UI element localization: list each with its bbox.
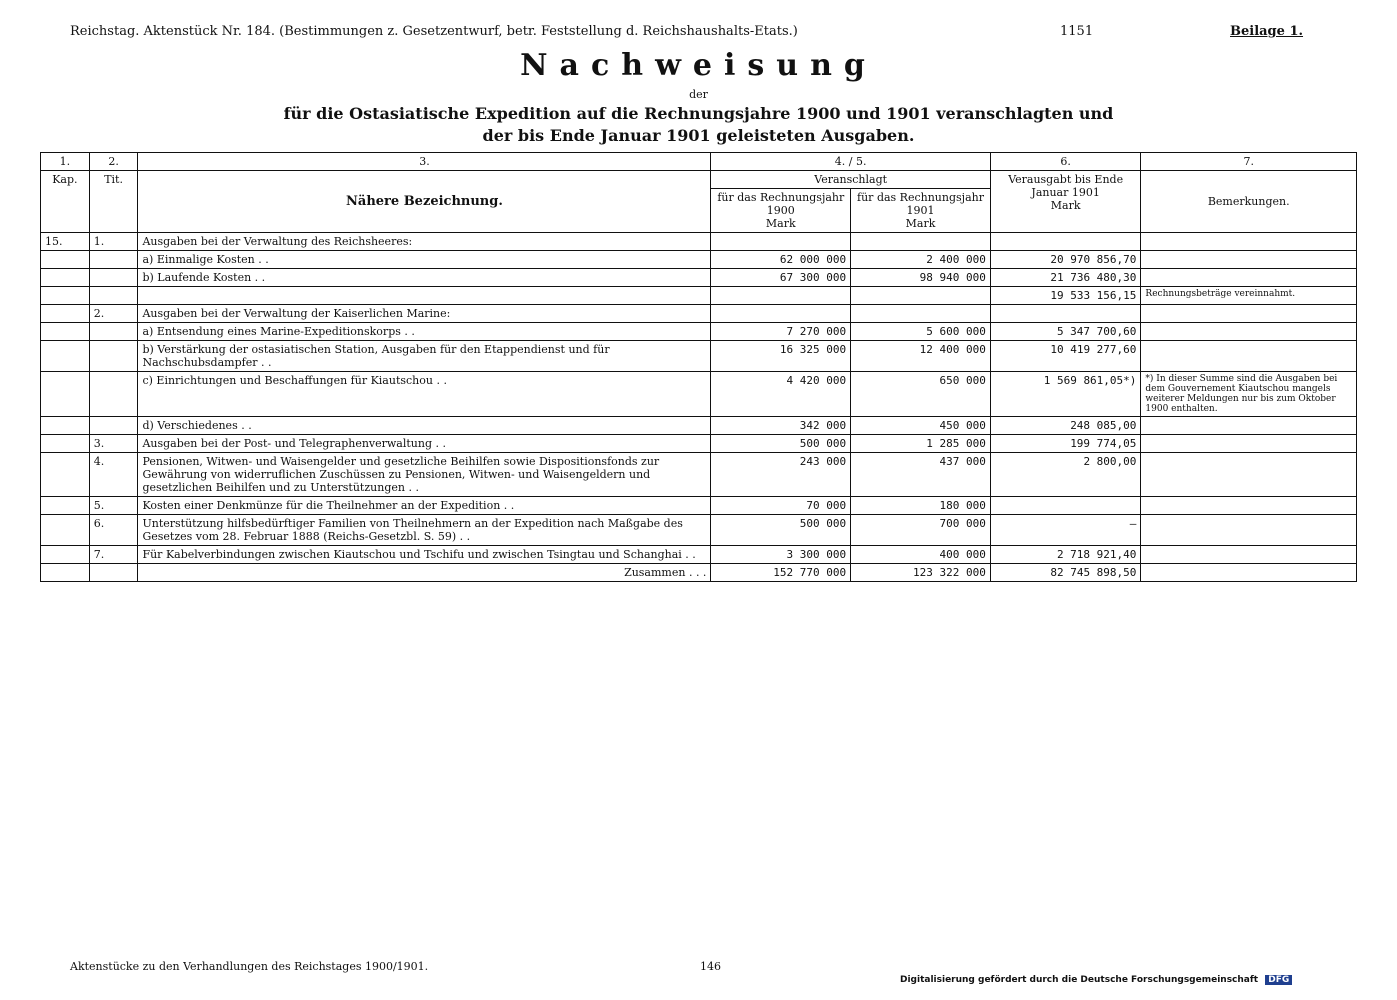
title-der-flat: der <box>689 88 708 101</box>
cell-v1900: 7 270 000 <box>711 323 851 341</box>
cell-v1900: 500 000 <box>711 435 851 453</box>
cell-v1901: 450 000 <box>851 417 991 435</box>
table-row <box>41 233 1357 251</box>
cell-v1900 <box>711 287 851 305</box>
digitization-note <box>900 975 1292 985</box>
table-row <box>41 341 1357 372</box>
table-row <box>41 251 1357 269</box>
table-row <box>41 372 1357 417</box>
header-mark-2: Mark <box>905 217 936 230</box>
cell-bemerkungen <box>1141 251 1357 269</box>
cell-kap <box>41 546 90 564</box>
header-tit: Tit. <box>89 171 138 233</box>
cell-verausgabt: 2 800,00 <box>990 453 1141 497</box>
cell-v1901: 437 000 <box>851 453 991 497</box>
cell-v1901: 400 000 <box>851 546 991 564</box>
cell-bezeichnung: a) Entsendung eines Marine-Expeditionskorps . . <box>138 323 711 341</box>
table-row <box>41 305 1357 323</box>
cell-bezeichnung: c) Einrichtungen und Beschaffungen für Kiautschou . . <box>138 372 711 417</box>
cell-v1901: 98 940 000 <box>851 269 991 287</box>
cell-empty <box>1141 564 1357 582</box>
cell-v1900: 4 420 000 <box>711 372 851 417</box>
page-number-flat: 1151 <box>1060 24 1094 39</box>
table-row <box>41 515 1357 546</box>
cell-verausgabt: 21 736 480,30 <box>990 269 1141 287</box>
cell-v1900: 67 300 000 <box>711 269 851 287</box>
cell-v1901: 180 000 <box>851 497 991 515</box>
cell-bezeichnung: b) Verstärkung der ostasiatischen Station, Ausgaben für den Etappendienst und für Nachschubsdampfer . . <box>138 341 711 372</box>
dfg-logo: DFG <box>1265 975 1292 985</box>
table-row <box>41 323 1357 341</box>
footer-page-flat: 146 <box>700 960 721 973</box>
cell-tit <box>89 269 138 287</box>
digitization-text: Digitalisierung gefördert durch die Deutsche Forschungsgemeinschaft <box>900 975 1259 985</box>
cell-bezeichnung: Für Kabelverbindungen zwischen Kiautschou und Tschifu und zwischen Tsingtau und Schanghai . . <box>138 546 711 564</box>
header-verausgabt-text: Verausgabt bis Ende Januar 1901 <box>1008 173 1124 199</box>
cell-v1900: 16 325 000 <box>711 341 851 372</box>
header-row-1 <box>41 171 1357 189</box>
cell-v1901: 2 400 000 <box>851 251 991 269</box>
cell-tit: 2. <box>89 305 138 323</box>
cell-v1901 <box>851 305 991 323</box>
sum-v1900: 152 770 000 <box>711 564 851 582</box>
cell-bezeichnung: d) Verschiedenes . . <box>138 417 711 435</box>
cell-v1901: 1 285 000 <box>851 435 991 453</box>
cell-verausgabt: 199 774,05 <box>990 435 1141 453</box>
cell-kap <box>41 251 90 269</box>
cell-kap <box>41 269 90 287</box>
cell-bemerkungen <box>1141 417 1357 435</box>
cell-verausgabt <box>990 233 1141 251</box>
cell-tit: 1. <box>89 233 138 251</box>
cell-bemerkungen <box>1141 453 1357 497</box>
cell-bezeichnung: Ausgaben bei der Verwaltung der Kaiserlichen Marine: <box>138 305 711 323</box>
cell-v1901: 700 000 <box>851 515 991 546</box>
cell-verausgabt: 10 419 277,60 <box>990 341 1141 372</box>
header-v1900 <box>711 189 851 233</box>
cell-verausgabt: 19 533 156,15 <box>990 287 1141 305</box>
cell-v1901 <box>851 287 991 305</box>
cell-kap <box>41 417 90 435</box>
cell-bezeichnung: Unterstützung hilfsbedürftiger Familien von Theilnehmern an der Expedition nach Maßgabe des Gesetzes vom 28. Februar 1888 (Reichs-Gesetzbl. S. 59) . . <box>138 515 711 546</box>
cell-v1900: 3 300 000 <box>711 546 851 564</box>
table-row <box>41 435 1357 453</box>
header-v1901-text: für das Rechnungsjahr 1901 <box>857 191 984 217</box>
cell-tit <box>89 417 138 435</box>
cell-v1900 <box>711 305 851 323</box>
cell-tit <box>89 372 138 417</box>
cell-v1900: 500 000 <box>711 515 851 546</box>
sum-v1901: 123 322 000 <box>851 564 991 582</box>
cell-bemerkungen <box>1141 497 1357 515</box>
cell-tit: 4. <box>89 453 138 497</box>
cell-bemerkungen <box>1141 233 1357 251</box>
cell-kap <box>41 372 90 417</box>
cell-v1900: 70 000 <box>711 497 851 515</box>
table-body <box>41 233 1357 582</box>
cell-kap <box>41 287 90 305</box>
table-row <box>41 269 1357 287</box>
cell-empty <box>89 564 138 582</box>
beilage-flat: Beilage 1. <box>1230 24 1304 39</box>
cell-kap <box>41 323 90 341</box>
colnum-4: 4. <box>834 155 846 168</box>
header-mark-3: Mark <box>1050 199 1081 212</box>
cell-verausgabt: 5 347 700,60 <box>990 323 1141 341</box>
cell-bezeichnung: a) Einmalige Kosten . . <box>138 251 711 269</box>
cell-bezeichnung: b) Laufende Kosten . . <box>138 269 711 287</box>
cell-verausgabt: — <box>990 515 1141 546</box>
cell-bemerkungen <box>1141 515 1357 546</box>
table-row <box>41 287 1357 305</box>
colnum-1: 1. <box>41 153 90 171</box>
cell-kap <box>41 515 90 546</box>
cell-v1900: 342 000 <box>711 417 851 435</box>
column-number-row <box>41 153 1357 171</box>
colnum-3: 3. <box>138 153 711 171</box>
cell-kap <box>41 497 90 515</box>
cell-kap <box>41 453 90 497</box>
cell-bemerkungen <box>1141 435 1357 453</box>
cell-empty <box>41 564 90 582</box>
cell-v1901: 650 000 <box>851 372 991 417</box>
cell-bemerkungen <box>1141 323 1357 341</box>
header-mark-1: Mark <box>765 217 796 230</box>
subtitle-line-2: der bis Ende Januar 1901 geleisteten Ausgaben. <box>482 126 915 145</box>
sum-label: Zusammen . . . <box>138 564 711 582</box>
cell-bemerkungen: *) In dieser Summe sind die Ausgaben bei dem Gouvernement Kiautschou mangels weiterer Meldungen nur bis zum Oktober 1900 enthalten. <box>1141 372 1357 417</box>
sum-verausgabt: 82 745 898,50 <box>990 564 1141 582</box>
cell-tit <box>89 341 138 372</box>
header-verausgabt <box>990 171 1141 233</box>
cell-kap <box>41 435 90 453</box>
header-v1901 <box>851 189 991 233</box>
cell-verausgabt <box>990 497 1141 515</box>
cell-bezeichnung: Pensionen, Witwen- und Waisengelder und gesetzliche Beihilfen sowie Dispositionsfonds zur Gewährung von widerruflichen Zuschüssen zu Pensionen, Witwen- und Waisengeldern und gesetzlichen Beihilfen und zu Unterstützungen . . <box>138 453 711 497</box>
header-v1900-text: für das Rechnungsjahr 1900 <box>717 191 845 217</box>
cell-tit <box>89 287 138 305</box>
footer-source-flat: Aktenstücke zu den Verhandlungen des Reichstages 1900/1901. <box>70 960 429 973</box>
table-row <box>41 497 1357 515</box>
table-row <box>41 417 1357 435</box>
cell-tit: 5. <box>89 497 138 515</box>
cell-verausgabt: 20 970 856,70 <box>990 251 1141 269</box>
cell-verausgabt <box>990 305 1141 323</box>
header-bemerkungen: Bemerkungen. <box>1141 171 1357 233</box>
cell-verausgabt: 248 085,00 <box>990 417 1141 435</box>
table-row <box>41 546 1357 564</box>
running-header-flat: Reichstag. Aktenstück Nr. 184. (Bestimmungen z. Gesetzentwurf, betr. Feststellung d. Reichshaushalts-Etats.) <box>70 24 798 39</box>
cell-bemerkungen <box>1141 305 1357 323</box>
colnum-7: 7. <box>1141 153 1357 171</box>
cell-bemerkungen <box>1141 269 1357 287</box>
cell-bemerkungen <box>1141 546 1357 564</box>
cell-tit <box>89 251 138 269</box>
cell-kap: 15. <box>41 233 90 251</box>
cell-v1900: 243 000 <box>711 453 851 497</box>
sum-row <box>41 564 1357 582</box>
cell-tit: 6. <box>89 515 138 546</box>
colnum-4-5: 4. / 5. <box>711 153 990 171</box>
cell-verausgabt: 1 569 861,05*) <box>990 372 1141 417</box>
cell-tit <box>89 323 138 341</box>
cell-v1901: 12 400 000 <box>851 341 991 372</box>
header-bezeichnung: Nähere Bezeichnung. <box>138 171 711 233</box>
header-veranschlagt: Veranschlagt <box>711 171 990 189</box>
cell-kap <box>41 305 90 323</box>
subtitle-line-1: für die Ostasiatische Expedition auf die Rechnungsjahre 1900 und 1901 veranschlagten und <box>283 104 1114 123</box>
cell-v1900: 62 000 000 <box>711 251 851 269</box>
cell-verausgabt: 2 718 921,40 <box>990 546 1141 564</box>
expenditure-table <box>40 152 1357 582</box>
colnum-5: 5. <box>856 155 867 168</box>
header-kap: Kap. <box>41 171 90 233</box>
title-flat: Nachweisung <box>520 48 877 83</box>
cell-bezeichnung: Ausgaben bei der Post- und Telegraphenverwaltung . . <box>138 435 711 453</box>
cell-tit: 7. <box>89 546 138 564</box>
cell-kap <box>41 341 90 372</box>
cell-v1900 <box>711 233 851 251</box>
table-row <box>41 453 1357 497</box>
cell-bezeichnung <box>138 287 711 305</box>
cell-tit: 3. <box>89 435 138 453</box>
cell-v1901: 5 600 000 <box>851 323 991 341</box>
colnum-2: 2. <box>89 153 138 171</box>
cell-bezeichnung: Ausgaben bei der Verwaltung des Reichsheeres: <box>138 233 711 251</box>
cell-v1901 <box>851 233 991 251</box>
cell-bemerkungen: Rechnungsbeträge vereinnahmt. <box>1141 287 1357 305</box>
cell-bemerkungen <box>1141 341 1357 372</box>
colnum-6: 6. <box>990 153 1141 171</box>
cell-bezeichnung: Kosten einer Denkmünze für die Theilnehmer an der Expedition . . <box>138 497 711 515</box>
